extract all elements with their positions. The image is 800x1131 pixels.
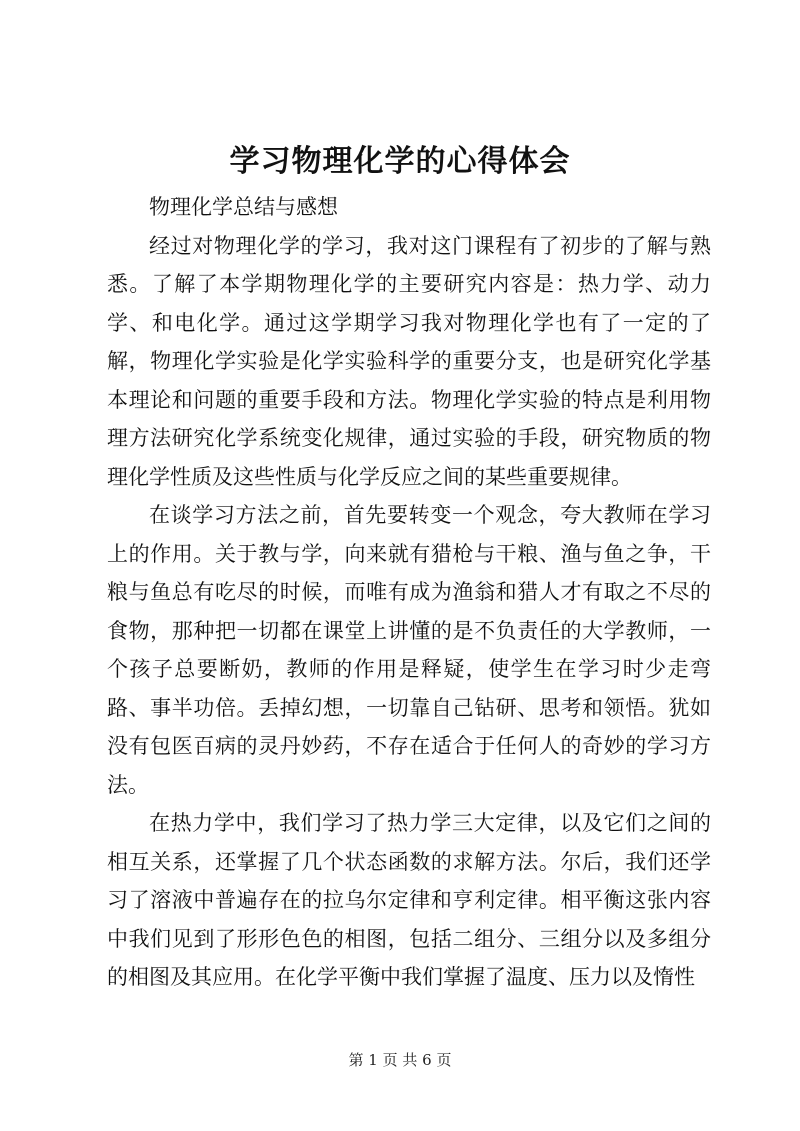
document-title: 学习物理化学的心得体会 xyxy=(229,144,571,179)
paragraph-2: 在谈学习方法之前，首先要转变一个观念，夸大教师在学习上的作用。关于教与学，向来就有猎枪与干粮、渔与鱼之争，干粮与鱼总有吃尽的时候，而唯有成为渔翁和猎人才有取之不尽的食物，那种把一切都在课堂上讲懂的是不负责任的大学教师，一个孩子总要断奶，教师的作用是释疑，使学生在学习时少走弯路、事半功倍。丢掉幻想，一切靠自己钻研、思考和领悟。犹如没有包医百病的灵丹妙药，不存在适合于任何人的奇妙的学习方法。 xyxy=(107,503,711,797)
paragraph-3: 在热力学中，我们学习了热力学三大定律，以及它们之间的相互关系，还掌握了几个状态函数的求解方法。尔后，我们还学习了溶液中普遍存在的拉乌尔定律和亨利定律。相平衡这张内容中我们见到了形形色色的相图，包括二组分、三组分以及多组分的相图及其应用。在化学平衡中我们掌握了温度、压力以及惰性 xyxy=(107,811,711,989)
page-footer: 第 1 页 共 6 页 xyxy=(348,1051,452,1069)
document-subtitle: 物理化学总结与感想 xyxy=(149,195,338,219)
paragraph-1: 经过对物理化学的学习，我对这门课程有了初步的了解与熟悉。了解了本学期物理化学的主要研究内容是：热力学、动力学、和电化学。通过这学期学习我对物理化学也有了一定的了解，物理化学实验是化学实验科学的重要分支，也是研究化学基本理论和问题的重要手段和方法。物理化学实验的特点是利用物理方法研究化学系统变化规律，通过实验的手段，研究物质的物理化学性质及这些性质与化学反应之间的某些重要规律。 xyxy=(107,233,711,489)
document-body xyxy=(107,188,711,997)
